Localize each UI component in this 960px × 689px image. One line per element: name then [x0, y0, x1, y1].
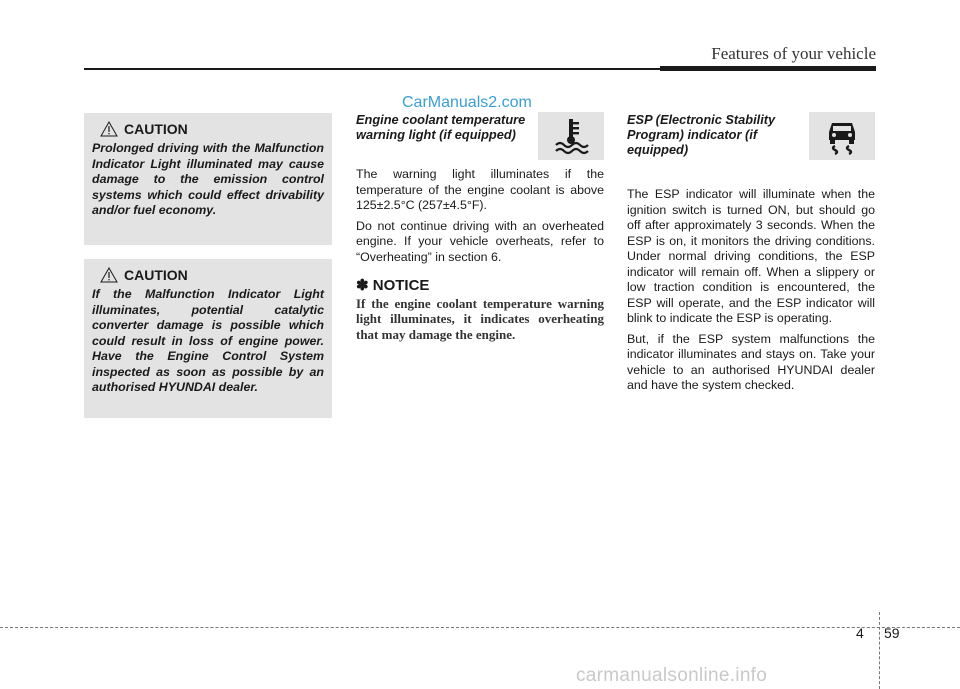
- page-header-title: Features of your vehicle: [711, 44, 876, 63]
- caution-heading: [100, 121, 324, 137]
- warning-triangle-icon: [100, 267, 118, 283]
- footer-rule: [0, 627, 960, 628]
- thermometer-waves-icon: [551, 116, 591, 156]
- coolant-paragraph: The warning light illuminates if the temperature of the engine coolant is above 125±2.5°C (257±4.5°F).: [356, 167, 604, 212]
- coolant-section: [356, 112, 604, 342]
- esp-paragraph: But, if the ESP system malfunctions the indicator illuminates and stays on. Take your vehicle to an authorised HYUNDAI dealer and have the system checked.: [627, 331, 875, 392]
- page-number: 59: [884, 625, 900, 641]
- caution-heading-label: CAUTION: [124, 267, 188, 283]
- footer-divider: [879, 612, 880, 689]
- caution-heading-label: CAUTION: [124, 121, 188, 137]
- esp-section: [627, 112, 875, 399]
- coolant-temperature-icon: [538, 112, 604, 160]
- caution-text: Prolonged driving with the Malfunction Indicator Light illuminated may cause damage to the emission control systems which could effect drivability and/or fuel economy.: [92, 141, 324, 217]
- esp-section-title: ESP (Electronic Stability Program) indicator (if equipped): [627, 112, 776, 157]
- caution-box-2: [84, 259, 332, 418]
- watermark-carmanuals: CarManuals2.com: [402, 94, 532, 111]
- caution-text: If the Malfunction Indicator Light illuminates, potential catalytic converter damage is possible which could result in loss of engine power. Have the Engine Control System inspected as soon as possible by an authorised HYUNDAI dealer.: [92, 287, 324, 394]
- section-number: 4: [856, 625, 864, 641]
- notice-text: If the engine coolant temperature warning light illuminates, it indicates overheating that may damage the engine.: [356, 295, 604, 342]
- esp-paragraph: The ESP indicator will illuminate when the ignition switch is turned ON, but should go off after approximately 3 seconds. When the ESP is on, it monitors the driving conditions. Under normal driving conditions, the ESP indicator will remain off. When a slippery or low traction condition is encountered, the ESP will operate, and the ESP indicator will blink to indicate the ESP is operating.: [627, 187, 875, 325]
- header-rule-accent: [660, 66, 876, 71]
- caution-box-1: [84, 113, 332, 245]
- warning-triangle-icon: [100, 121, 118, 137]
- skidding-car-icon: [822, 116, 862, 156]
- caution-heading: [100, 267, 324, 283]
- watermark-carmanualsonline: carmanualsonline.info: [576, 665, 768, 686]
- notice-heading: ✽ NOTICE: [356, 277, 430, 294]
- coolant-paragraph: Do not continue driving with an overheated engine. If your vehicle overheats, refer to “Overheating” in section 6.: [356, 218, 604, 264]
- esp-indicator-icon: [809, 112, 875, 160]
- coolant-section-title: Engine coolant temperature warning light (if equipped): [356, 112, 526, 142]
